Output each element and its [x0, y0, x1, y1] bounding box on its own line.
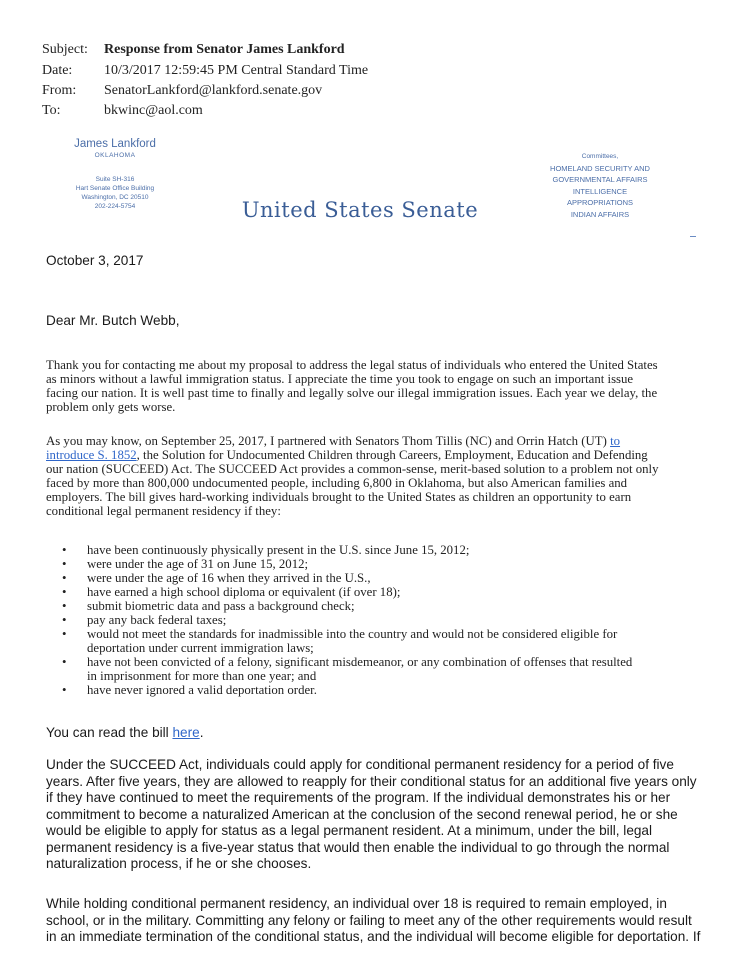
list-item-text: deportation under current immigration laws;: [87, 641, 314, 655]
list-item-text: have earned a high school diploma or equivalent (if over 18);: [87, 585, 401, 599]
list-item-text-block: [87, 655, 632, 683]
address-line: 202-224-5754: [94, 203, 136, 210]
address-line: Washington, DC 20510: [81, 194, 149, 201]
bill-here-link[interactable]: here: [172, 725, 200, 740]
list-item-text: pay any back federal taxes;: [87, 613, 227, 627]
paragraph-line: [46, 434, 659, 448]
bullet-icon: •: [62, 627, 67, 641]
bullet-icon: •: [62, 683, 67, 697]
senator-state: OKLAHOMA: [94, 152, 136, 159]
list-item-text: were under the age of 16 when they arrived in the U.S.,: [87, 571, 371, 585]
paragraph-line: our nation (SUCCEED) Act. The SUCCEED Act provides a common-sense, merit-based solution to a problem not only: [46, 462, 659, 476]
list-item-text: submit biometric data and pass a background check;: [87, 599, 355, 613]
read-bill-text: You can read the bill: [46, 725, 173, 740]
introduce-bill-link[interactable]: to: [610, 434, 621, 448]
committee-item: HOMELAND SECURITY AND: [550, 163, 650, 173]
paragraph-requirements: [46, 896, 700, 946]
paragraph-line: employers. The bill gives hard-working individuals brought to the United States as children an opportunity to earn: [46, 490, 632, 504]
from-label: From:: [42, 83, 77, 98]
list-item-text: have been continuously physically present in the U.S. since June 15, 2012;: [87, 543, 470, 557]
list-item-text: have never ignored a valid deportation order.: [87, 683, 317, 697]
list-item-text-block: [87, 627, 617, 655]
bullet-icon: •: [62, 655, 67, 669]
list-item-text: would not meet the standards for inadmissible into the country and would not be considered eligible for: [87, 627, 618, 641]
paragraph-line: facing our nation. It is well past time to finally and legally solve our illegal immigration issues. Each year we delay, the: [46, 386, 658, 400]
to-value: bkwinc@aol.com: [104, 103, 203, 118]
paragraph-line: school, or in the military. Committing any felony or failing to meet any of the other requirements would result: [46, 912, 692, 928]
bullet-icon: •: [62, 543, 67, 557]
paragraph-line: conditional legal permanent residency if they:: [46, 504, 281, 518]
list-item-text: have not been convicted of a felony, significant misdemeanor, or any combination of offenses that resulted: [87, 655, 633, 669]
senate-title: United States Senate: [241, 198, 479, 222]
paragraph-residency-terms: [46, 757, 697, 873]
to-label: To:: [42, 103, 61, 118]
paragraph-text: , the Solution for Undocumented Children through Careers, Employment, Education and Defending: [136, 448, 648, 462]
paragraph-line: Under the SUCCEED Act, individuals could apply for conditional permanent residency for a period of five: [46, 757, 674, 772]
committee-item: GOVERNMENTAL AFFAIRS: [552, 175, 648, 184]
paragraph-line: if they have continued to meet the requirements of the program. If the individual demonstrates his or her: [46, 790, 671, 805]
paragraph-line: commitment to become a naturalized American at the conclusion of the second renewal period, he or she: [46, 806, 678, 822]
paragraph-succeed-act: [46, 434, 659, 518]
bullet-icon: •: [62, 613, 67, 627]
letter-date: October 3, 2017: [46, 253, 144, 268]
read-bill-end: .: [199, 725, 204, 740]
read-bill-line: [46, 725, 203, 740]
paragraph-line: permanent residency is a five-year status that would then enable the individual to go through the normal: [46, 839, 670, 855]
paragraph-line: problem only gets worse.: [46, 400, 176, 414]
office-address: [60, 175, 170, 211]
paragraph-line: in an immediate termination of the conditional status, and the individual will become eligible for deportation. If: [46, 929, 701, 944]
from-value: SenatorLankford@lankford.senate.gov: [104, 83, 323, 98]
paragraph-line: Thank you for contacting me about my proposal to address the legal status of individuals who entered the United States: [46, 358, 658, 372]
bullet-icon: •: [62, 557, 67, 571]
paragraph-line: naturalization process, if he or she chooses.: [46, 856, 312, 871]
list-item-text: in imprisonment for more than one year; and: [87, 669, 317, 683]
committees-block: [530, 151, 670, 220]
paragraph-line: [46, 448, 659, 462]
bullet-icon: •: [62, 599, 67, 613]
bullet-icon: •: [62, 585, 67, 599]
senator-name: James Lankford: [74, 138, 156, 150]
paragraph-line: would be eligible to apply for status as a legal permanent resident. At a minimum, under the bill, legal: [46, 823, 653, 838]
paragraph-text: As you may know, on September 25, 2017, I partnered with Senators Thom Tillis (NC) and Orrin Hatch (UT): [46, 434, 611, 448]
paragraph-line: as minors without a lawful immigration status. I appreciate the time you took to engage on such an important issue: [46, 372, 634, 386]
introduce-bill-link-continued[interactable]: introduce S. 1852: [46, 448, 137, 462]
address-line: Hart Senate Office Building: [75, 185, 155, 192]
committee-item: INDIAN AFFAIRS: [570, 209, 630, 219]
paragraph-line: years. After five years, they are allowed to reapply for their conditional status for an additional five years only: [46, 773, 697, 789]
divider-mark: [690, 236, 696, 237]
bullet-icon: •: [62, 571, 67, 585]
paragraph-intro: [46, 358, 658, 414]
letterhead-sender: [60, 138, 170, 211]
paragraph-line: While holding conditional permanent residency, an individual over 18 is required to remain employed, in: [46, 896, 667, 911]
subject-value: Response from Senator James Lankford: [104, 42, 345, 57]
committees-label: Committees,: [581, 153, 619, 160]
address-line: Suite SH-316: [95, 176, 135, 183]
committee-item: APPROPRIATIONS: [566, 198, 634, 207]
salutation: Dear Mr. Butch Webb,: [46, 313, 180, 328]
subject-label: Subject:: [42, 42, 88, 57]
date-label: Date:: [42, 63, 73, 78]
committee-item: INTELLIGENCE: [572, 186, 628, 196]
date-value: 10/3/2017 12:59:45 PM Central Standard Time: [104, 63, 369, 78]
paragraph-line: faced by more than 800,000 undocumented people, including 6,800 in Oklahoma, but also American families and: [46, 476, 628, 490]
list-item-text: were under the age of 31 on June 15, 2012;: [87, 557, 309, 571]
